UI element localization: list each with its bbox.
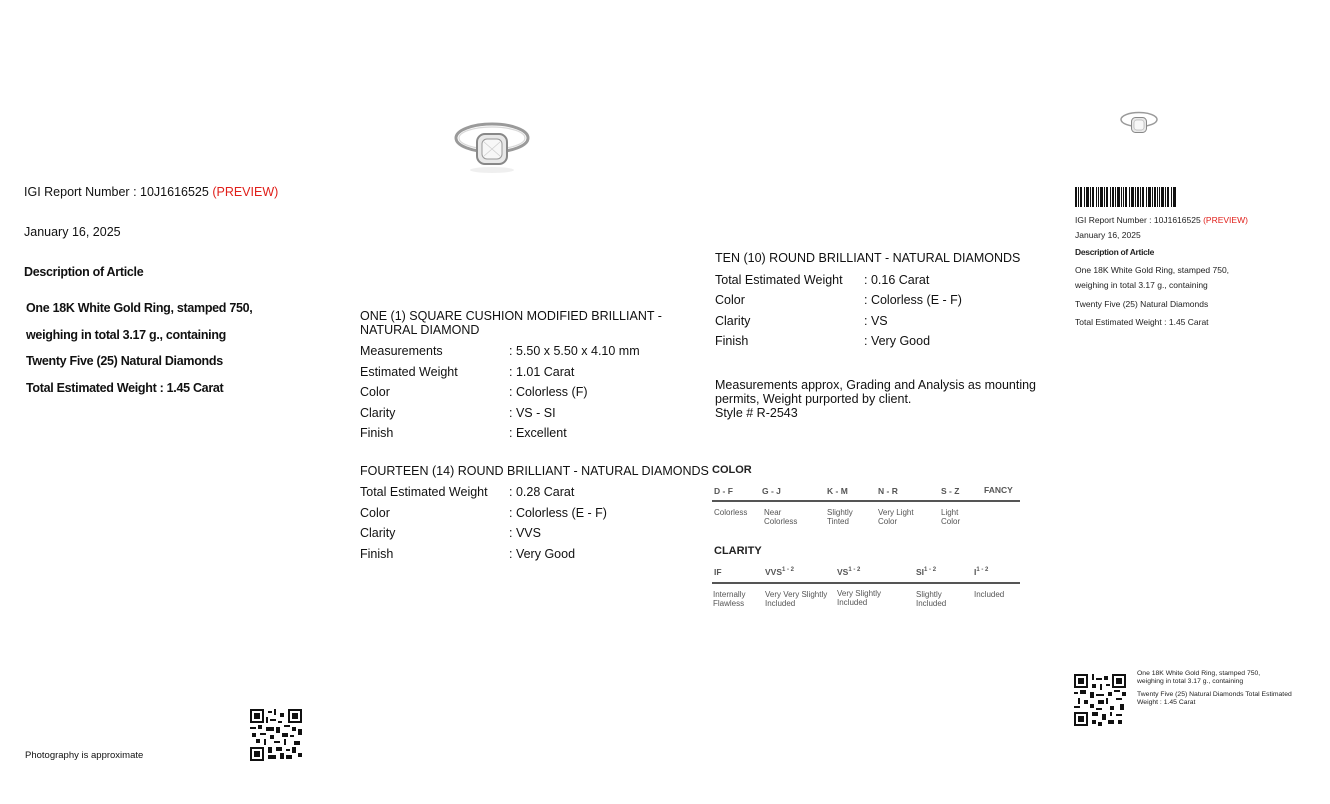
row-label: Estimated Weight — [360, 365, 458, 379]
clarity-grade: VS$^{1 - 2}$ — [837, 567, 861, 577]
row-value: : 1.01 Carat — [509, 365, 575, 379]
ring-photo-small — [1117, 106, 1161, 140]
row-label: Clarity — [360, 406, 396, 420]
row-value: : Colorless (E - F) — [509, 506, 607, 520]
stub-description-heading: Description of Article — [1075, 247, 1155, 257]
color-grade: S - Z — [941, 486, 960, 496]
report-number-label: IGI Report Number : 10J1616525 — [24, 185, 209, 199]
row-value: : VS - SI — [509, 406, 556, 420]
description-line: Twenty Five (25) Natural Diamonds — [26, 354, 223, 368]
comment-line: Style # R-2543 — [715, 406, 798, 420]
stub-bottom-text: Twenty Five (25) Natural Diamonds Total Estimated Weight : 1.45 Carat — [1137, 691, 1292, 706]
color-grade: D - F — [714, 486, 733, 496]
row-label: Finish — [360, 547, 394, 561]
description-line: weighing in total 3.17 g., containing — [26, 328, 227, 342]
stub-description-line: Total Estimated Weight : 1.45 Carat — [1075, 317, 1209, 327]
center-stone-title: ONE (1) SQUARE CUSHION MODIFIED BRILLIANT - NATURAL DIAMOND — [360, 309, 662, 337]
row-value: : Very Good — [864, 334, 931, 348]
row-label: Color — [360, 385, 390, 399]
clarity-desc: Slightly Included — [916, 590, 947, 608]
color-grade: G - J — [762, 486, 781, 496]
description-line: Total Estimated Weight : 1.45 Carat — [26, 381, 224, 395]
clarity-grade: $I^{1 - 2}$ — [974, 567, 989, 577]
color-scale-title: COLOR — [712, 464, 752, 476]
stub-date: January 16, 2025 — [1075, 230, 1141, 240]
row-label: Color — [360, 506, 390, 520]
clarity-desc: Internally Flawless — [713, 590, 746, 608]
color-grade: FANCY — [984, 485, 1013, 495]
comments — [715, 378, 1036, 420]
row-label: Clarity — [360, 526, 396, 540]
color-desc: Colorless — [714, 508, 748, 517]
stub-description-line: Twenty Five (25) Natural Diamonds — [1075, 299, 1209, 309]
clarity-desc: Included — [974, 590, 1005, 599]
report-date: January 16, 2025 — [24, 225, 121, 239]
stub-qr-code-icon — [1074, 674, 1126, 726]
row-label: Finish — [715, 334, 749, 348]
row-value: : Excellent — [509, 426, 567, 440]
row-label: Total Estimated Weight — [715, 273, 843, 287]
clarity-grade: VVS$^{1 - 2}$ — [765, 567, 795, 577]
clarity-scale-rule — [712, 582, 1020, 584]
ring-photo — [448, 112, 536, 178]
qr-code-icon — [250, 709, 302, 761]
row-value: : Colorless (F) — [509, 385, 588, 399]
description-line: One 18K White Gold Ring, stamped 750, — [26, 301, 253, 315]
color-desc: Light Color — [941, 508, 961, 526]
stub-preview-badge: (PREVIEW) — [1203, 215, 1248, 225]
color-grade: K - M — [827, 486, 848, 496]
row-label: Clarity — [715, 314, 751, 328]
row-value: : 5.50 x 5.50 x 4.10 mm — [509, 344, 640, 358]
stub-report-number: IGI Report Number : 10J1616525 (PREVIEW) — [1075, 215, 1248, 225]
row-label: Color — [715, 293, 745, 307]
comment-line: permits, Weight purported by client. — [715, 392, 912, 406]
row-label: Total Estimated Weight — [360, 485, 488, 499]
comment-line: Measurements approx, Grading and Analysis as mounting — [715, 378, 1037, 392]
color-grade: N - R — [878, 486, 898, 496]
color-desc: Slightly Tinted — [827, 508, 853, 526]
clarity-desc: Very Very Slightly Included — [765, 590, 828, 608]
stub-description-line: weighing in total 3.17 g., containing — [1075, 280, 1208, 290]
row-value: : 0.16 Carat — [864, 273, 930, 287]
photo-note: Photography is approximate — [25, 750, 144, 761]
row-label: Measurements — [360, 344, 443, 358]
barcode-icon — [1075, 187, 1177, 207]
row-value: : VS — [864, 314, 888, 328]
preview-badge: (PREVIEW) — [212, 185, 279, 199]
clarity-grade: SI$^{1 - 2}$ — [916, 567, 937, 577]
row-value: : VVS — [509, 526, 541, 540]
row-label: Finish — [360, 426, 394, 440]
description-heading: Description of Article — [24, 265, 144, 279]
clarity-scale-title: CLARITY — [714, 545, 762, 557]
report-number — [24, 185, 278, 199]
row-value: : Very Good — [509, 547, 576, 561]
color-desc: Very Light Color — [878, 508, 914, 526]
row-value: : 0.28 Carat — [509, 485, 575, 499]
row-value: : Colorless (E - F) — [864, 293, 962, 307]
clarity-desc: Very Slightly Included — [837, 589, 882, 607]
color-scale-rule — [712, 500, 1020, 502]
stub-bottom-text: One 18K White Gold Ring, stamped 750, weighing in total 3.17 g., containing — [1137, 670, 1261, 685]
group-ten-title: TEN (10) ROUND BRILLIANT - NATURAL DIAMONDS — [715, 251, 1021, 265]
group-fourteen-title: FOURTEEN (14) ROUND BRILLIANT - NATURAL DIAMONDS — [360, 464, 709, 478]
clarity-grade: IF — [714, 567, 722, 577]
color-desc: Near Colorless — [764, 508, 798, 526]
stub-description-line: One 18K White Gold Ring, stamped 750, — [1075, 265, 1230, 275]
